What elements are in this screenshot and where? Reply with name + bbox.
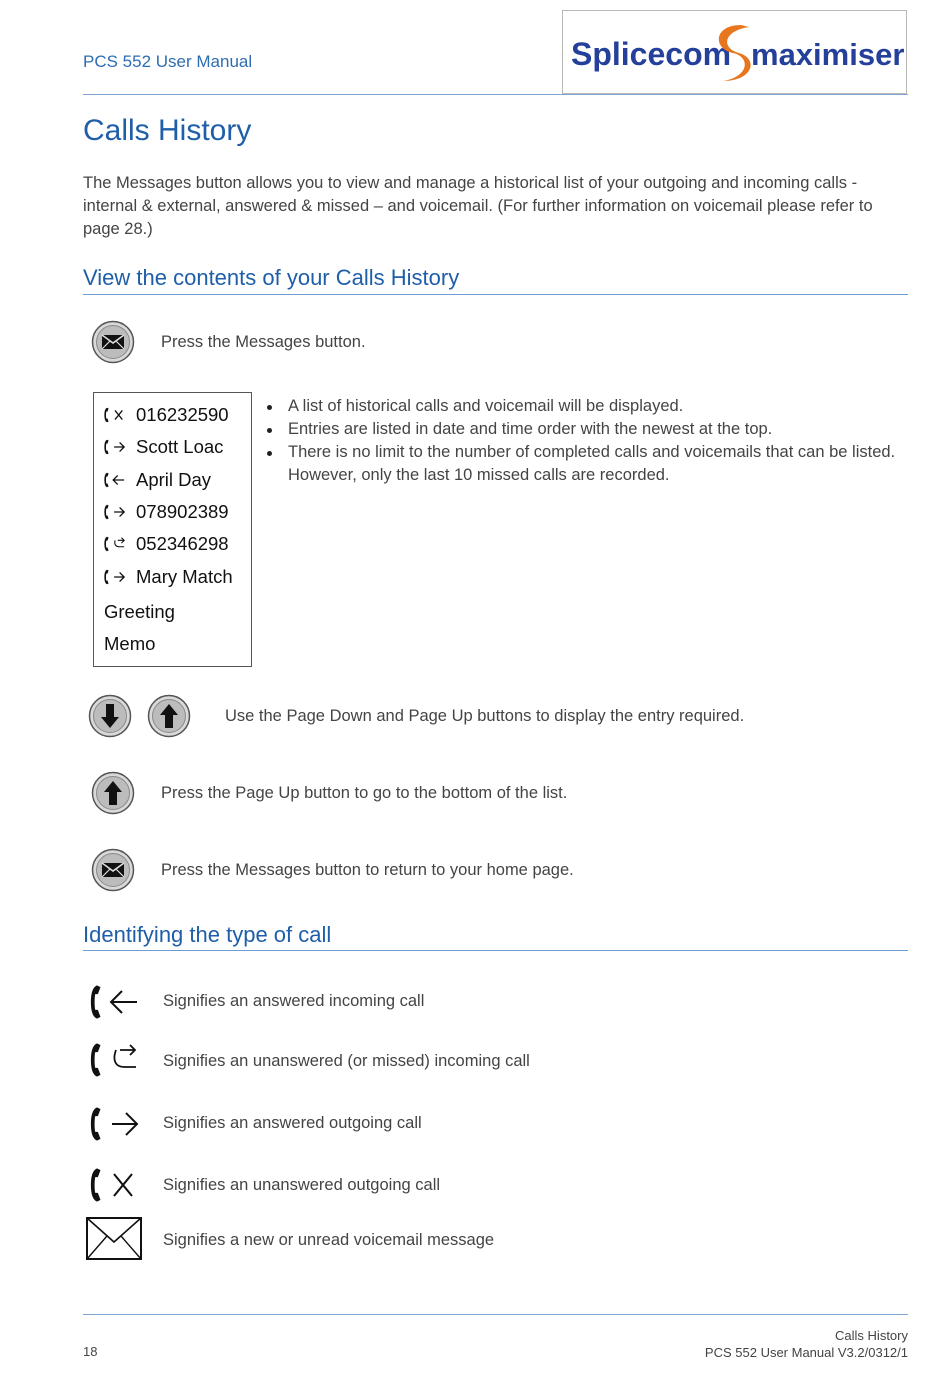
footer-info <box>705 1327 908 1361</box>
section-heading-identifying-call-type: Identifying the type of call <box>83 922 332 947</box>
footer-doc-version: PCS 552 User Manual V3.2/0312/1 <box>704 1345 908 1360</box>
missed-incoming-call-icon <box>86 1037 144 1083</box>
header-rule <box>83 94 908 95</box>
section-heading-view-contents: View the contents of your Calls History <box>83 265 460 290</box>
list-item <box>104 402 229 428</box>
messages-button-icon <box>91 320 135 364</box>
unanswered-outgoing-call-icon <box>86 1162 144 1208</box>
intro-paragraph: The Messages button allows you to view and manage a historical list of your outgoing and incoming calls - internal & external, answered & missed – and voicemail. (For further information on voicemail please refer to page 28.) <box>83 174 873 238</box>
footer-section-name: Calls History <box>835 1328 908 1343</box>
legend-answered-outgoing: Signifies an answered outgoing call <box>163 1114 422 1132</box>
legend-unanswered-outgoing: Signifies an unanswered outgoing call <box>163 1176 441 1194</box>
list-item-label: Mary Match <box>136 566 233 587</box>
page-number: 18 <box>83 1344 98 1359</box>
answered-incoming-call-icon <box>86 979 144 1025</box>
list-item <box>104 631 155 657</box>
page-down-button-icon <box>88 694 132 738</box>
logo-text-maximiser: maximiser <box>751 37 905 72</box>
splicecom-maximiser-logo <box>562 10 907 94</box>
bullet-item: A list of historical calls and voicemail will be displayed. <box>265 395 905 418</box>
answered-outgoing-call-icon <box>86 1101 144 1147</box>
list-item <box>104 467 211 493</box>
list-item-label: Memo <box>104 633 156 654</box>
legend-missed-incoming: Signifies an unanswered (or missed) incoming call <box>163 1052 530 1070</box>
answered-outgoing-call-icon <box>104 436 126 458</box>
messages-button-icon <box>91 848 135 892</box>
section-rule <box>83 950 908 951</box>
answered-outgoing-call-icon <box>104 566 126 588</box>
page-up-button-icon <box>147 694 191 738</box>
bullet-item: Entries are listed in date and time order with the newest at the top. <box>265 418 905 441</box>
step-page-down-up: Use the Page Down and Page Up buttons to display the entry required. <box>225 707 745 725</box>
list-item-label: 078902389 <box>136 501 229 522</box>
phone-display-calls-list <box>93 392 252 667</box>
voicemail-envelope-icon <box>86 1217 142 1260</box>
footer-rule <box>83 1314 908 1315</box>
answered-incoming-call-icon <box>104 469 126 491</box>
list-item-label: April Day <box>136 469 212 490</box>
list-item <box>104 531 229 557</box>
step-return-home: Press the Messages button to return to your home page. <box>161 861 574 879</box>
page-up-button-icon <box>91 771 135 815</box>
list-item <box>104 434 223 460</box>
legend-voicemail: Signifies a new or unread voicemail message <box>163 1231 495 1249</box>
step-page-up-bottom: Press the Page Up button to go to the bottom of the list. <box>161 784 568 802</box>
step-press-messages: Press the Messages button. <box>161 333 366 351</box>
list-item <box>104 499 229 525</box>
list-item-label: 016232590 <box>136 404 229 425</box>
list-item-label: 052346298 <box>136 533 229 554</box>
logo-text-splicecom: Splicecom <box>571 36 732 72</box>
page-title: Calls History <box>83 114 252 147</box>
section-rule <box>83 294 908 295</box>
answered-outgoing-call-icon <box>104 501 126 523</box>
list-item <box>104 599 175 625</box>
legend-answered-incoming: Signifies an answered incoming call <box>163 992 425 1010</box>
list-item-label: Greeting <box>104 601 175 622</box>
info-bullet-list <box>265 395 905 487</box>
unanswered-outgoing-call-icon <box>104 404 126 426</box>
list-item-label: Scott Loac <box>136 436 224 457</box>
list-item <box>104 564 233 590</box>
bullet-item: There is no limit to the number of completed calls and voicemails that can be listed. However, only the last 10 missed calls are recorded. <box>265 441 905 487</box>
missed-incoming-call-icon <box>104 533 126 555</box>
running-title: PCS 552 User Manual <box>83 52 253 71</box>
